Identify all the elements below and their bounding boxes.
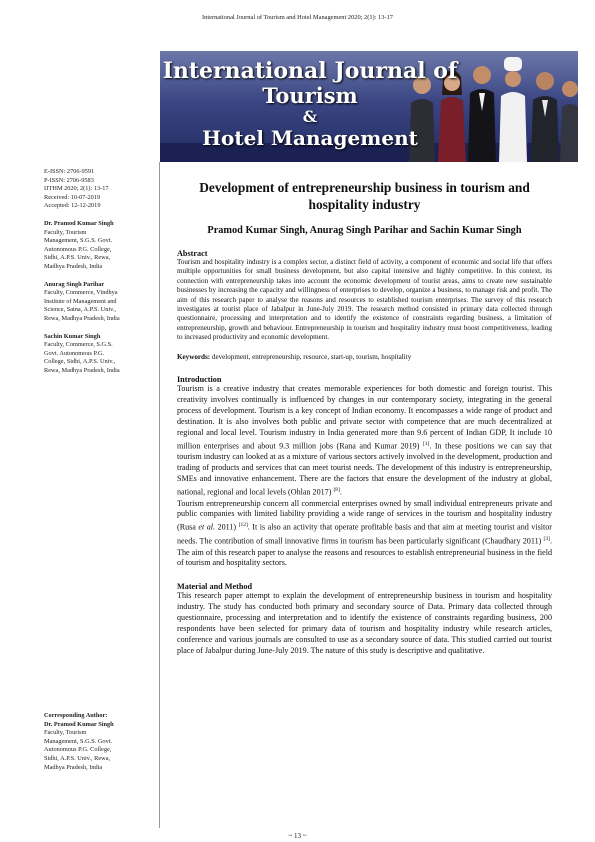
- journal-issue: IJTHM 2020; 2(1): 13-17: [44, 185, 109, 193]
- article-sidebar: [44, 168, 150, 375]
- affiliation-line: Madhya Pradesh, India: [44, 262, 103, 270]
- affiliation-line: College, Sidhi, A.P.S. Univ.,: [44, 358, 116, 366]
- intro-text: .: [339, 487, 342, 497]
- journal-banner: [160, 51, 578, 162]
- banner-line-2: Tourism: [262, 83, 358, 108]
- corresponding-line: Autonomous P.G. College,: [44, 746, 112, 754]
- intro-text: . In these positions we can say that tourism industry can looked at as a mixture of various sectors actively involved in the development, production and trading of products and services that can meet tourist needs. The development of this industry is entrepreneurship, SMEs and innovative enhancement. There are the factors that ensure the development of the industry at global, national, regional and local levels (Ohlan 2017): [177, 441, 552, 497]
- affiliation-3: [44, 333, 150, 376]
- article-meta: [44, 168, 150, 211]
- paper-title: Development of entrepreneurship business in tourism and hospitality industry: [199, 180, 530, 212]
- affiliation-line: Faculty, Commerce, Vindhya: [44, 289, 118, 297]
- paper-authors: Pramod Kumar Singh, Anurag Singh Parihar and Sachin Kumar Singh: [207, 225, 522, 236]
- introduction-paragraph-2: [177, 499, 552, 570]
- keywords: [177, 353, 552, 362]
- affiliation-name: Dr. Pramod Kumar Singh: [44, 219, 114, 227]
- intro-text: Tourism entrepreneurship concern all commercial enterprises owned by small individual entrepreneurs private and public companies with limited liability providing a wide range of services in the tourism and hospitality industry (Rusa: [177, 498, 552, 532]
- corresponding-line: Madhya Pradesh, India: [44, 763, 103, 771]
- affiliation-name: Anurag Singh Parihar: [44, 280, 105, 288]
- keywords-text: development, entrepreneurship, resource, start-up, tourism, hospitality: [211, 352, 412, 361]
- citation-ref: [12]: [238, 522, 248, 529]
- methods-heading: Material and Method: [177, 582, 253, 592]
- corresponding-heading: Corresponding Author:: [44, 712, 108, 719]
- corresponding-line: Sidhi, A.P.S. Univ., Rewa,: [44, 754, 111, 762]
- corresponding-line: Management, S.G.S. Govt.: [44, 737, 113, 745]
- affiliation-line: Rewa, Madhya Pradesh, India: [44, 314, 120, 322]
- methods-text: This research paper attempt to explain the development of entrepreneurship business in tourism and hospitality industry. The study has conducted both primary and secondary source of Data. Primary data collected through questionnaire, processing and interpretation and to identify the existence of constraints regarding business, 200 respondents have been selected for primary data of tourism and hospitality industry while research articles, conference and various journals are consulted to use as a secondary source of data. This studied carried out tourist place of Jabalpur during June-July 2019. The nature of this study is descriptive and qualitative.: [177, 591, 552, 655]
- e-issn: E-ISSN: 2706-9591: [44, 168, 95, 175]
- intro-text: . It is also an activity that operate profitable basis and that aim at meeting tourist and visitor needs. The contribution of small innovative firms in tourism has been particularly significant (Chaudhary 2011): [177, 523, 552, 546]
- banner-line-4: Hotel Management: [202, 126, 418, 150]
- affiliation-2: [44, 281, 150, 324]
- citation-ref: [8]: [333, 486, 340, 493]
- article-main: [177, 173, 552, 657]
- affiliation-line: Faculty, Tourism: [44, 228, 87, 236]
- affiliation-name: Sachin Kumar Singh: [44, 332, 101, 340]
- abstract-heading: Abstract: [177, 249, 208, 258]
- affiliation-line: Govt. Autonomous P.G.: [44, 349, 105, 357]
- banner-line-1: International Journal of: [162, 58, 458, 84]
- affiliation-line: Faculty, Commerce, S.G.S.: [44, 341, 113, 349]
- affiliation-1: [44, 220, 150, 272]
- abstract-text: Tourism and hospitality industry is a complex sector, a distinct field of activity, a component of economic and social life that offers multiple opportunities for small business development, but also capital intensive and highly competitive. In this context, its connection with entrepreneurship takes into account the economic development of tourist areas, aims to create new sustainable businesses by increasing the capacity and willingness of enterprises to develop, organize a business, to manage risk and profit. The aim of this research paper to analyse the reasons and resources to established tourism enterprises. The survey of this research investigates at tourist place of Jabalpur in June-July 2019. The research method consisted in primary data collected through questionnaire, processing and interpretation and to identify the existence of constraints regarding business, a limitation of entrepreneurship, growth and behaviour. Entrepreneurship in tourism and hospitality industry must boost competitiveness, leading to increased productivity and economic development.: [177, 258, 552, 342]
- citation-ref: [1]: [422, 440, 430, 447]
- intro-text: Tourism is a creative industry that creates memorable experiences for both domestic and foreign tourist. This creativity involves continually is influenced by changes in our contemporary society, integrating in the general process of development. Tourism is a key concept of Indian economy. It encompasses a wide range of product and destination. It is also involves both public and private sector with competence that are much decentralized at regional and local level. Tourism industry in India generated more than 9.6 percent of Indian GDP, It include 10 million enterprises and about 9.3 million jobs (Rana and Kumar 2019): [177, 384, 552, 451]
- affiliation-line: Management, S.G.S. Govt.: [44, 237, 113, 245]
- affiliation-line: Science, Satna, A.P.S. Univ.,: [44, 306, 117, 314]
- received-date: Received: 10-07-2019: [44, 193, 101, 201]
- corresponding-author: [44, 712, 150, 772]
- affiliation-line: Autonomous P.G. College,: [44, 245, 112, 253]
- affiliation-line: Rewa, Madhya Pradesh, India: [44, 366, 120, 374]
- running-head: International Journal of Tourism and Hotel Management 2020; 2(1): 13-17: [202, 14, 393, 21]
- page-number: ~ 13 ~: [288, 832, 307, 840]
- corresponding-line: Faculty, Tourism: [44, 729, 87, 737]
- intro-text: 2011): [215, 523, 237, 532]
- banner-title: [160, 59, 460, 150]
- citation-ref: [3]: [543, 535, 550, 542]
- intro-text: . The aim of this research paper to analyse the reasons and resources to establish entrepreneurial business in the field of tourism and hospitality sectors.: [177, 536, 552, 568]
- introduction-paragraph-1: [177, 384, 552, 498]
- affiliation-line: Institute of Management and: [44, 297, 117, 305]
- p-issn: P-ISSN: 2706-9583: [44, 176, 94, 184]
- corresponding-name: Dr. Pramod Kumar Singh: [44, 720, 114, 728]
- banner-line-3: &: [302, 107, 318, 126]
- affiliation-line: Sidhi, A.P.S. Univ., Rewa,: [44, 254, 111, 262]
- introduction-heading: Introduction: [177, 375, 222, 385]
- keywords-label: Keywords:: [177, 352, 211, 361]
- et-al: et al.: [198, 523, 216, 532]
- column-divider: [159, 162, 160, 828]
- accepted-date: Accepted: 12-12-2019: [44, 202, 101, 210]
